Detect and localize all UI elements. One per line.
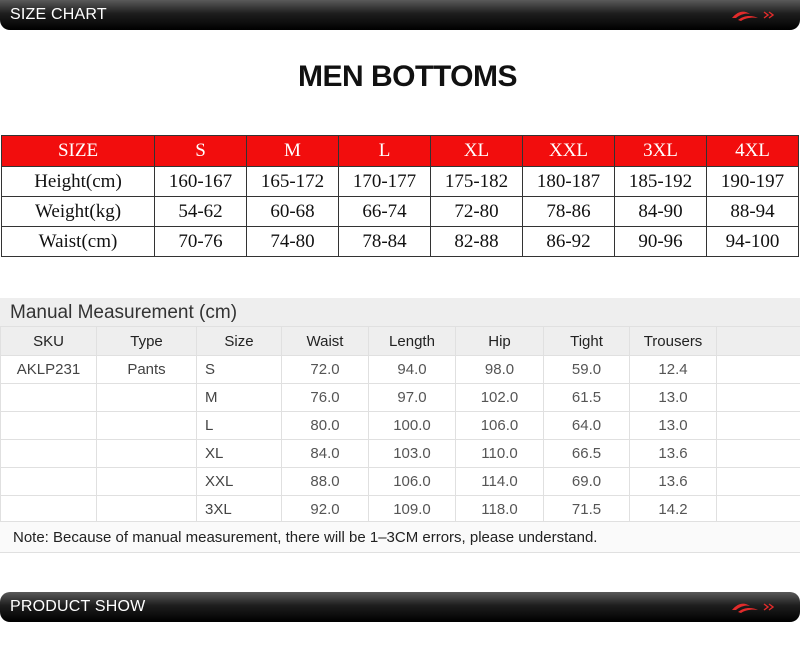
table-cell: 80.0: [282, 412, 369, 440]
table-cell: 98.0: [456, 356, 544, 384]
table-cell: 175-182: [431, 167, 523, 197]
table-cell: 72-80: [431, 197, 523, 227]
size-chart-header-row: [2, 136, 799, 167]
table-cell: 61.5: [544, 384, 630, 412]
table-cell: 114.0: [456, 468, 544, 496]
table-cell: 54-62: [155, 197, 247, 227]
column-header: Type: [97, 327, 197, 356]
table-cell: [1, 440, 97, 468]
table-cell: 92.0: [282, 496, 369, 524]
size-row-waist: [2, 227, 799, 257]
row-label: Weight(kg): [2, 197, 155, 227]
table-cell: [1, 412, 97, 440]
table-cell: Pants: [97, 356, 197, 384]
table-cell: 190-197: [707, 167, 799, 197]
table-cell: 74-80: [247, 227, 339, 257]
size-chart-heading: SIZE CHART: [10, 6, 107, 23]
table-cell: 170-177: [339, 167, 431, 197]
table-row: [1, 384, 800, 412]
size-chart-table: [1, 135, 799, 257]
table-cell: 88.0: [282, 468, 369, 496]
table-cell: 90-96: [615, 227, 707, 257]
row-label: Waist(cm): [2, 227, 155, 257]
table-cell: 59.0: [544, 356, 630, 384]
size-header-cell: 3XL: [615, 136, 707, 167]
table-row: [1, 468, 800, 496]
size-chart-header-bar: [0, 0, 800, 30]
size-header-cell: SIZE: [2, 136, 155, 167]
manual-measurement-heading-bar: [0, 298, 800, 326]
table-cell: 86-92: [523, 227, 615, 257]
table-cell: AKLP231: [1, 356, 97, 384]
table-cell: 66.5: [544, 440, 630, 468]
table-cell: 185-192: [615, 167, 707, 197]
column-header: SKU: [1, 327, 97, 356]
table-cell: [1, 496, 97, 524]
table-cell: 71.5: [544, 496, 630, 524]
table-cell: 165-172: [247, 167, 339, 197]
table-cell: 109.0: [369, 496, 456, 524]
table-cell: 78-84: [339, 227, 431, 257]
table-cell: 72.0: [282, 356, 369, 384]
table-cell: 110.0: [456, 440, 544, 468]
table-cell: XL: [197, 440, 282, 468]
measurement-note: [0, 521, 800, 553]
table-cell: 13.0: [630, 412, 717, 440]
table-cell: [717, 356, 800, 384]
product-show-header-bar: [0, 592, 800, 622]
row-label: Height(cm): [2, 167, 155, 197]
size-header-cell: M: [247, 136, 339, 167]
table-cell: 3XL: [197, 496, 282, 524]
table-cell: 13.0: [630, 384, 717, 412]
table-cell: L: [197, 412, 282, 440]
table-cell: [717, 496, 800, 524]
manual-measurement-table: [0, 326, 800, 524]
column-header: Length: [369, 327, 456, 356]
table-cell: 82-88: [431, 227, 523, 257]
table-cell: [97, 468, 197, 496]
table-cell: S: [197, 356, 282, 384]
table-cell: 64.0: [544, 412, 630, 440]
table-row: [1, 496, 800, 524]
column-header: Tight: [544, 327, 630, 356]
size-row-weight: [2, 197, 799, 227]
table-cell: [97, 440, 197, 468]
table-cell: [97, 412, 197, 440]
column-header: Trousers: [630, 327, 717, 356]
table-cell: 118.0: [456, 496, 544, 524]
table-cell: 180-187: [523, 167, 615, 197]
table-cell: 78-86: [523, 197, 615, 227]
size-header-cell: L: [339, 136, 431, 167]
table-cell: 76.0: [282, 384, 369, 412]
size-header-cell: 4XL: [707, 136, 799, 167]
table-cell: [97, 384, 197, 412]
table-cell: 97.0: [369, 384, 456, 412]
table-cell: [97, 496, 197, 524]
size-row-height: [2, 167, 799, 197]
table-cell: 66-74: [339, 197, 431, 227]
size-header-cell: XL: [431, 136, 523, 167]
column-header: [717, 327, 800, 356]
li-ning-logo-icon: [730, 599, 782, 615]
table-cell: 70-76: [155, 227, 247, 257]
table-cell: 69.0: [544, 468, 630, 496]
table-cell: XXL: [197, 468, 282, 496]
table-cell: 14.2: [630, 496, 717, 524]
table-cell: 84.0: [282, 440, 369, 468]
table-row: [1, 440, 800, 468]
note-text: Note: Because of manual measurement, there will be 1–3CM errors, please understand.: [13, 529, 598, 546]
table-cell: 60-68: [247, 197, 339, 227]
page-title: MEN BOTTOMS: [298, 60, 517, 93]
table-cell: [717, 440, 800, 468]
manual-header-row: [1, 327, 800, 356]
table-cell: [1, 468, 97, 496]
table-row: [1, 356, 800, 384]
table-cell: 88-94: [707, 197, 799, 227]
table-cell: 100.0: [369, 412, 456, 440]
li-ning-logo-icon: [730, 7, 782, 23]
table-cell: 13.6: [630, 468, 717, 496]
table-cell: [717, 384, 800, 412]
table-cell: 102.0: [456, 384, 544, 412]
size-header-cell: S: [155, 136, 247, 167]
table-cell: 84-90: [615, 197, 707, 227]
table-cell: 160-167: [155, 167, 247, 197]
column-header: Hip: [456, 327, 544, 356]
table-cell: 106.0: [369, 468, 456, 496]
table-cell: 13.6: [630, 440, 717, 468]
table-cell: [717, 412, 800, 440]
table-cell: 94-100: [707, 227, 799, 257]
manual-measurement-heading: Manual Measurement (cm): [10, 302, 238, 323]
table-cell: 106.0: [456, 412, 544, 440]
table-cell: 12.4: [630, 356, 717, 384]
table-cell: [1, 384, 97, 412]
table-row: [1, 412, 800, 440]
product-show-heading: PRODUCT SHOW: [10, 598, 146, 615]
table-cell: 94.0: [369, 356, 456, 384]
size-header-cell: XXL: [523, 136, 615, 167]
table-cell: M: [197, 384, 282, 412]
table-cell: 103.0: [369, 440, 456, 468]
column-header: Waist: [282, 327, 369, 356]
table-cell: [717, 468, 800, 496]
column-header: Size: [197, 327, 282, 356]
